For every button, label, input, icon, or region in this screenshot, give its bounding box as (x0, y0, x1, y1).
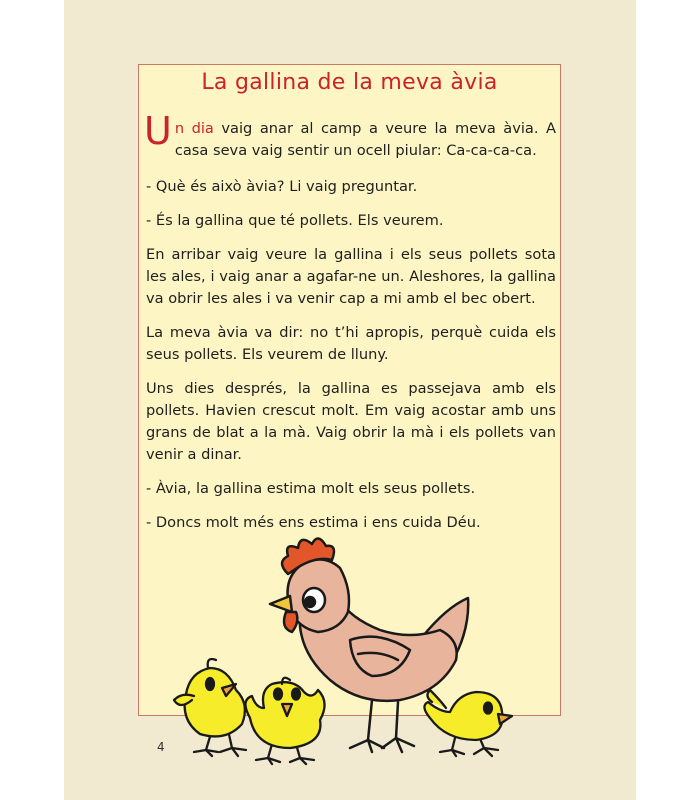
story-paragraph-7: - Àvia, la gallina estima molt els seus pollets. (146, 480, 476, 497)
page-number: 4 (157, 740, 165, 754)
chick-icon (424, 690, 512, 756)
chick-icon (245, 678, 324, 764)
story-paragraph-2: - Què és això àvia? Li vaig preguntar. (146, 178, 418, 195)
story-paragraph-3: - És la gallina que té pollets. Els veurem. (146, 212, 444, 229)
story-paragraph-5: La meva àvia va dir: no t’hi apropis, perquè cuida els seus pollets. Els veurem de lluny. (146, 324, 556, 363)
story-paragraph-6: Uns dies després, la gallina es passejava amb els pollets. Havien crescut molt. Em vaig acostar amb uns grans de blat a la mà. Vaig obrir la mà i els pollets van venir a dinar. (146, 380, 556, 463)
story-opening-words: n dia (174, 120, 214, 137)
page-title: La gallina de la meva àvia (201, 70, 498, 95)
story-paragraph-4: En arribar vaig veure la gallina i els seus pollets sota les ales, i vaig anar a agafar-ne un. Aleshores, la gallina va obrir les ales i va venir cap a mi amb el bec obert. (146, 246, 556, 307)
drop-cap: U (144, 109, 172, 153)
story-paragraph-1-text: vaig anar al camp a veure la meva àvia. A casa seva vaig sentir un ocell piular: Ca-ca-ca-ca. (174, 120, 556, 159)
story-paragraph-8: - Doncs molt més ens estima i ens cuida Déu. (146, 514, 481, 531)
chick-icon (174, 659, 246, 756)
